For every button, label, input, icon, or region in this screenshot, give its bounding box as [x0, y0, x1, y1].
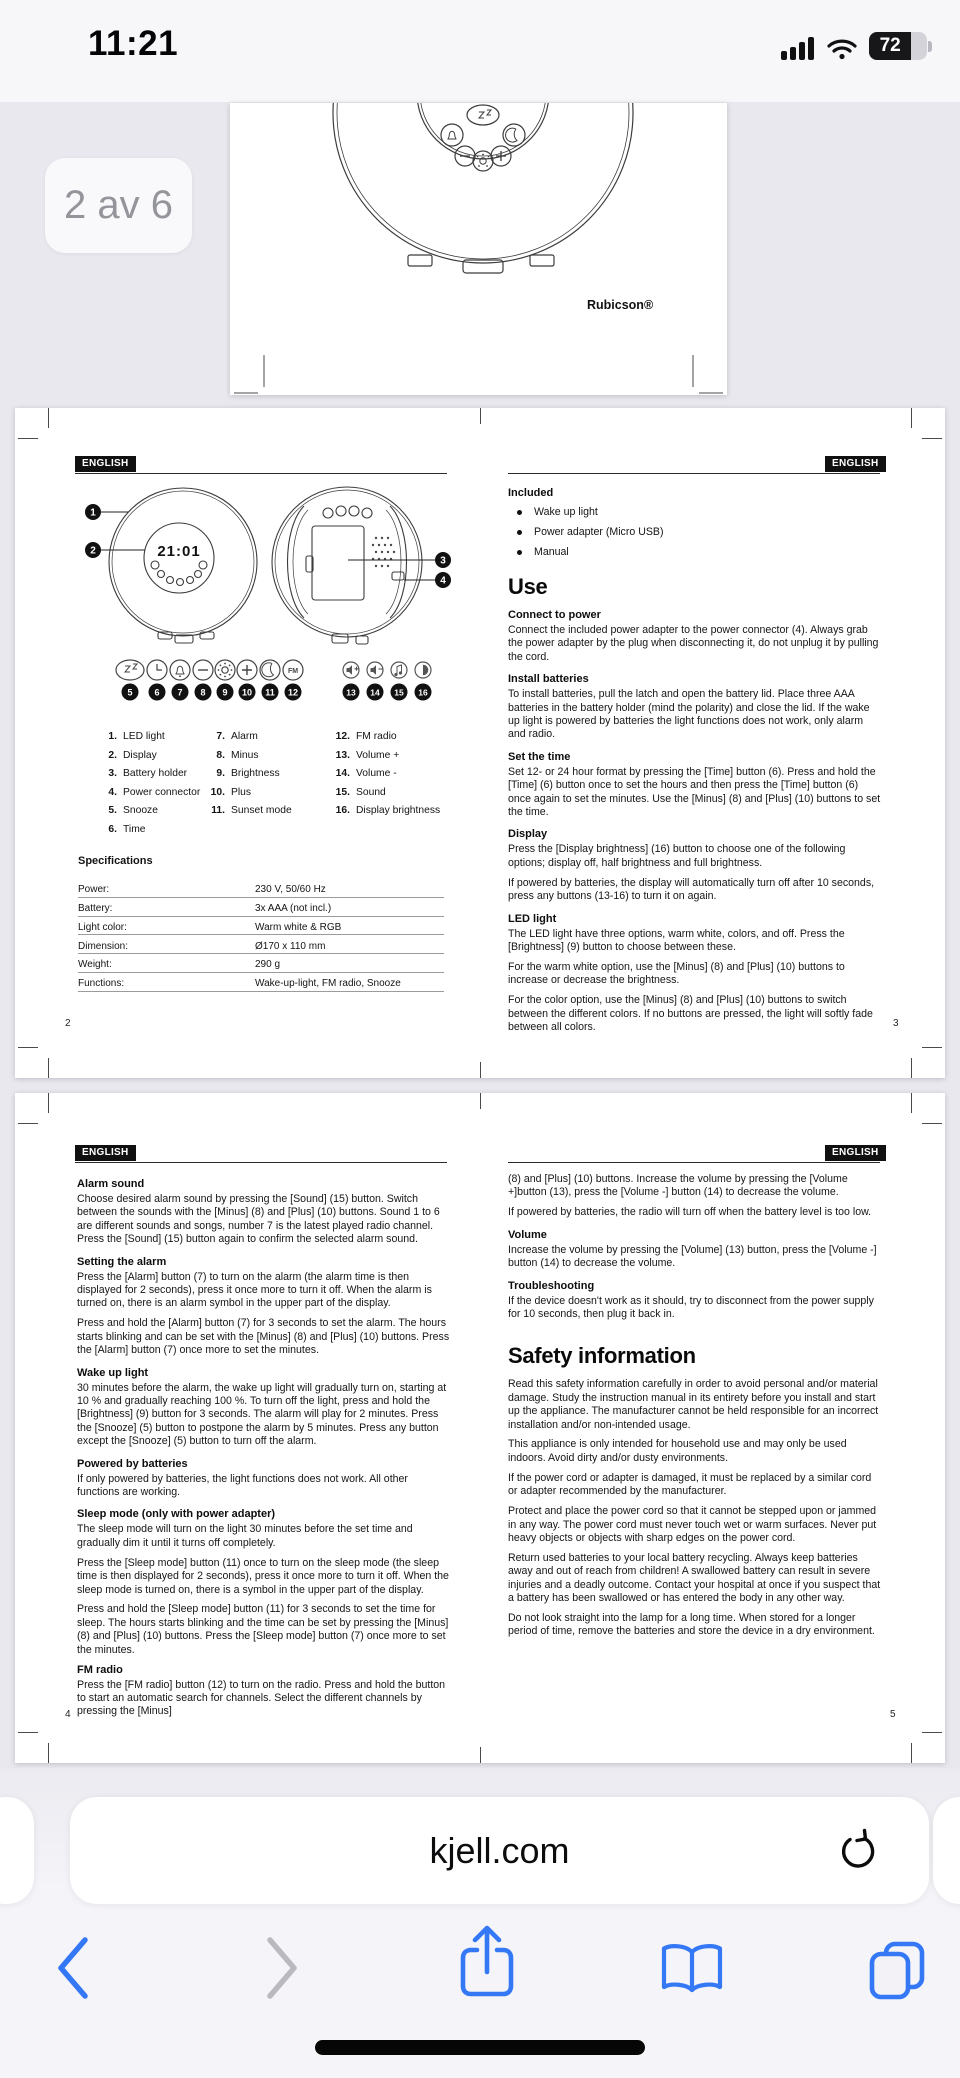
back-button[interactable] — [32, 1923, 112, 2013]
specs-table: Power: 230 V, 50/60 Hz Battery: 3x AAA (not incl.) Light color: Warm white & RGB Dimension: Ø170 x 110 mm Weight: 290 g Functions: Wake-up-light, FM radio, Snooze — [78, 879, 444, 992]
page5-content: (8) and [Plus] (10) buttons. Increase the volume by pressing the [Volume +]button (13), press the [Volume -] button (14) to decrease the volume. If powered by batteries, the radio will turn off when the battery level is too low. Volume Increase the volume by pressing the [Volume] (13) button, press the [Volume -] button (14) to decrease the volume. Troubleshooting If the device doesn't work as it should, try to disconnect from the power supply for 10 seconds, then plug it back in. Safety information Read this safety information carefully in order to avoid personal and/or material damage. Study the instruction manual in its entirety before you install and start up the appliance. The manufacturer cannot be held responsible for an incorrect installation and/or non-intended usage. This appliance is only intended for household use and may only be used indoors. Avoid dirty and/or dusty environments. If the power cord or adapter is damaged, it must be replaced by a similar cord or adapter recommended by the manufacturer. Protect and place the power cord so that it cannot be stepped upon or jammed in any way. The power cord must never touch wet or warm surfaces. Never put heavy objects or objects with sharp edges on the power cord. Return used batteries to your local battery recycling. Always keep batteries away and out of reach from children! A swallowed battery can result in severe injuries and a deadly outcome. Contact your hospital at once if you suspect that a battery has been swallowed or has entered the body in any other way. Do not look straight into the lamp for a long time. When stored for a longer period of time, remove the batteries and store the device in a dry environment. — [508, 1173, 881, 1638]
tabs-icon — [865, 1939, 929, 2001]
snooze-icon — [116, 660, 144, 680]
page-number-5: 5 — [890, 1709, 896, 1720]
included-list: Wake up light Power adapter (Micro USB) Manual — [508, 502, 882, 562]
svg-text:15: 15 — [394, 687, 404, 698]
language-badge: ENGLISH — [825, 456, 886, 472]
safety-title: Safety information — [508, 1343, 696, 1369]
pdf-spread-pages-2-3 — [15, 408, 945, 1078]
svg-text:1: 1 — [90, 507, 96, 519]
sound-icon — [391, 662, 407, 678]
chevron-right-icon — [263, 1935, 303, 2001]
svg-text:4: 4 — [440, 575, 446, 587]
wifi-icon — [826, 37, 858, 60]
button-number-badges — [122, 684, 432, 701]
svg-text:3: 3 — [440, 555, 446, 567]
clock-display: 21:01 — [157, 543, 201, 560]
battery-percent: 72 — [869, 32, 911, 60]
book-icon — [659, 1941, 725, 1999]
adjacent-tab-left[interactable] — [0, 1797, 34, 1904]
device-diagram — [60, 486, 460, 656]
use-title: Use — [508, 574, 548, 599]
home-indicator[interactable] — [315, 2040, 645, 2055]
pdf-page-cover — [230, 103, 727, 395]
svg-text:12: 12 — [287, 687, 299, 698]
svg-text:5: 5 — [127, 687, 133, 698]
url-text[interactable]: kjell.com — [429, 1829, 570, 1871]
share-icon — [453, 1922, 521, 2004]
tabs-button[interactable] — [857, 1925, 937, 2015]
chevron-left-icon — [52, 1935, 92, 2001]
forward-button[interactable] — [243, 1923, 323, 2013]
adjacent-tab-right[interactable] — [933, 1797, 960, 1904]
cellular-signal-icon — [781, 37, 815, 60]
svg-text:7: 7 — [177, 687, 183, 698]
page3-content: Included Wake up light Power adapter (Micro USB) Manual Use Connect to power Connect the included power adapter to the power connector (4). Always grab the power adapter by the plug when disconnecting it, do not unplug it by pulling the cord. Install batteries To install batteries, pull the latch and open the battery lid. Place three AAA batteries in the battery holder (mind the polarity) and close the lid. If the wake up light is powered by batteries the light functions does not work, only alarm and radio. Set the time Set 12- or 24 hour format by pressing the [Time] button (6). Press and hold the [Time] (6) button once to set the hours and then press the [Time] button (6) once again to set the minutes. Use the [Minus] (8) and [Plus] (10) buttons to set the time. Display Press the [Display brightness] (16) button to choose one of the following options; display off, half brightness and full brightness. If powered by batteries, the display will automatically turn off after 10 seconds, press any buttons (13-16) to turn it on again. LED light The LED light have three options, warm white, colors, and off. Press the [Brightness] (9) button to choose between these. For the warm white option, use the [Minus] (8) and [Plus] (10) buttons to increase or decrease the brightness. For the color option, use the [Minus] (8) and [Plus] (10) buttons to switch between the different colors. If no buttons are pressed, the light will softly fade between all colors. — [508, 487, 881, 1034]
parts-list-col1: 1. LED light 2. Display 3. Battery holder 4. Power connector 5. Snooze 6. Time — [108, 731, 201, 835]
page-indicator: 2 av 6 — [45, 158, 192, 253]
parts-list-col3: 12. FM radio 13. Volume + 14. Volume - 15. Sound 16. Display brightness — [335, 731, 441, 816]
parts-list-col2: 7. Alarm 8. Minus 9. Brightness 10. Plus 11. Sunset mode — [210, 731, 292, 816]
specs-title: Specifications — [78, 855, 153, 867]
page-number-2: 2 — [65, 1018, 71, 1029]
language-badge: ENGLISH — [75, 456, 136, 472]
svg-text:14: 14 — [370, 687, 380, 698]
svg-text:FM: FM — [287, 668, 299, 675]
share-button[interactable] — [447, 1918, 527, 2008]
brand-logo: Rubicson® — [587, 298, 654, 312]
status-time: 11:21 — [88, 24, 179, 63]
bookmarks-button[interactable] — [652, 1925, 732, 2015]
svg-text:16: 16 — [418, 687, 428, 698]
battery-icon — [869, 32, 932, 60]
included-title: Included — [508, 487, 554, 499]
language-badge: ENGLISH — [825, 1145, 886, 1161]
diagram-callouts — [85, 504, 451, 588]
svg-text:10: 10 — [241, 687, 253, 698]
address-bar[interactable] — [70, 1797, 929, 1904]
svg-text:9: 9 — [222, 687, 228, 698]
reload-button[interactable] — [835, 1828, 879, 1872]
page-number-3: 3 — [893, 1018, 899, 1029]
svg-text:8: 8 — [200, 687, 206, 698]
pdf-spread-pages-4-5 — [15, 1093, 945, 1763]
svg-text:6: 6 — [154, 687, 160, 698]
page4-content: Alarm sound Choose desired alarm sound by pressing the [Sound] (15) button. Switch between the sounds with the [Minus] (8) and [Plus] (10) buttons. Sound 1 to 6 are different sounds and songs, number 7 is the latest played radio channel. Press the [Sound] (15) button again to confirm the selected alarm sound. Setting the alarm Press the [Alarm] button (7) to turn on the alarm (the alarm time is then displayed for 2 seconds), press it once more to turn it off. When the alarm is turned on, there is an alarm symbol in the upper part of the display. Press and hold the [Alarm] button (7) for 3 seconds to set the alarm. The hours starts blinking and can be set with the [Minus] (8) and [Plus] (10) buttons. Press the [Alarm] button (7) once more to set the minutes. Wake up light 30 minutes before the alarm, the wake up light will gradually turn on, starting at 10 % and gradually reaching 100 %. To turn off the light, press and hold the [Brightness] (9) button for 3 seconds. The alarm will play for 2 minutes. Press the [Snooze] (5) button to postpone the alarm by 5 minutes. Press any button except the [Snooze] (5) button to turn off the alarm. Powered by batteries If only powered by batteries, the light functions does not work. All other functions are working. Sleep mode (only with power adapter) The sleep mode will turn on the light 30 minutes before the set time and gradually dim it until it turns off completely. Press the [Sleep mode] button (11) once to turn on the sleep mode (the sleep time is then displayed for 2 seconds), press it once more to turn it off. When the sleep mode is turned on, there is a symbol in the upper part of the display. Press and hold the [Sleep mode] button (11) for 3 seconds to set the time for sleep. The hours starts blinking and the time can be set by pressing the [Minus] (8) and [Plus] (10) buttons. Press the [Sleep mode] button (7) once more to set the minutes. FM radio Press the [FM radio] button (12) to turn on the radio. Press and hold the button to start an automatic search for channels. Select the different channels by pressing the [Minus] — [77, 1178, 450, 1718]
status-icons — [781, 32, 932, 60]
svg-text:13: 13 — [346, 687, 356, 698]
svg-text:11: 11 — [265, 687, 275, 698]
button-icon-row — [100, 652, 445, 704]
page-number-4: 4 — [65, 1709, 71, 1720]
language-badge: ENGLISH — [75, 1145, 136, 1161]
svg-text:2: 2 — [90, 545, 96, 557]
device-bottom-drawing — [230, 103, 727, 395]
